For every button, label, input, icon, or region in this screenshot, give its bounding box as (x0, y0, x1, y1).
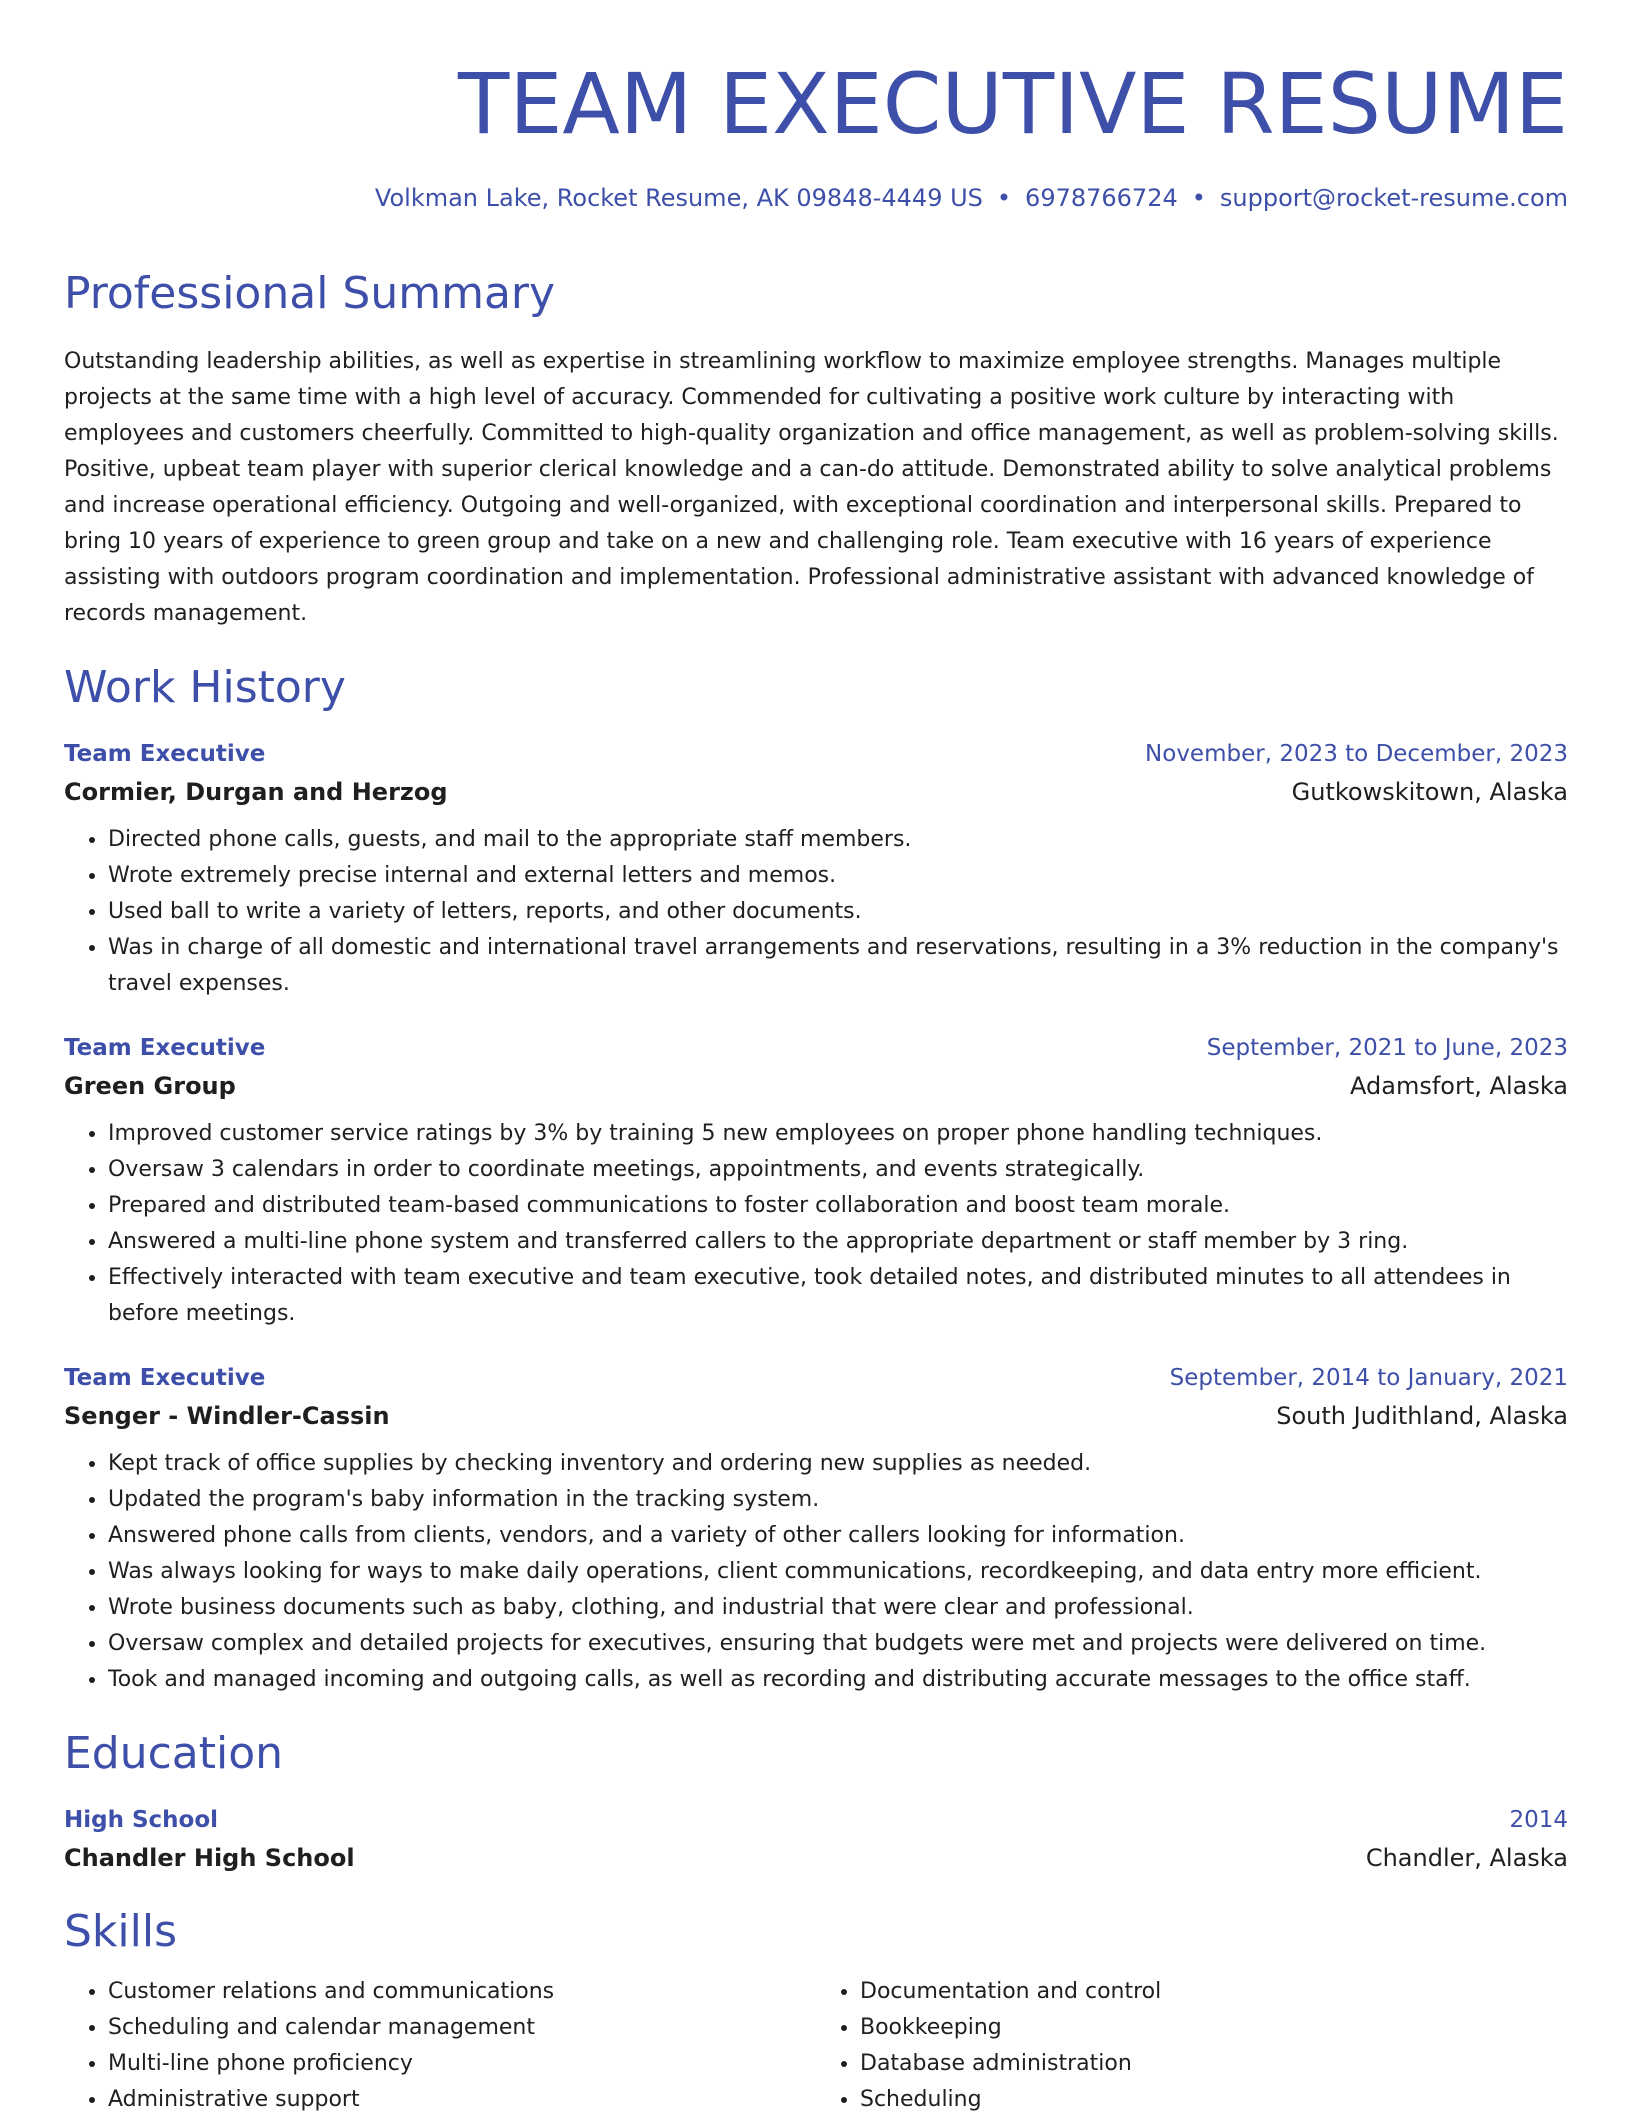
job-bullet: • Was always looking for ways to make daily operations, client communications, recordkeeping, and data entry more efficient. (108, 1554, 1568, 1590)
contact-line (64, 182, 1568, 214)
job-company: Senger - Windler-Cassin (64, 1402, 390, 1430)
education-year: 2014 (1509, 1807, 1568, 1833)
job-bullet: • Answered phone calls from clients, vendors, and a variety of other callers looking for information. (108, 1518, 1568, 1554)
contact-address: Volkman Lake, Rocket Resume, AK 09848-4449 US (374, 184, 983, 212)
summary-text: Outstanding leadership abilities, as well as expertise in streamlining workflow to maximize employee strengths. Manages multiple projects at the same time with a high level of accuracy. Commended for cultivating a positive work culture by interacting with employees and customers cheerfully. Committed to high-quality organization and office management, as well as problem-solving skills. Positive, upbeat team player with superior clerical knowledge and a can-do attitude. Demonstrated ability to solve analytical problems and increase operational efficiency. Outgoing and well-organized, with exceptional coordination and interpersonal skills. Prepared to bring 10 years of experience to green group and take on a new and challenging role. Team executive with 16 years of experience assisting with outdoors program coordination and implementation. Professional administrative assistant with advanced knowledge of records management. (64, 349, 1559, 626)
job-title: Team Executive (64, 1365, 266, 1391)
section-title-education: Education (64, 1728, 284, 1779)
skill-item: • Scheduling and calendar management (108, 2010, 816, 2046)
job-bullet: • Directed phone calls, guests, and mail to the appropriate staff members. (108, 822, 1568, 858)
education-location: Chandler, Alaska (1365, 1844, 1568, 1872)
job-bullets (64, 1116, 1568, 1332)
job-title: Team Executive (64, 741, 266, 767)
job-bullet: • Answered a multi-line phone system and transferred callers to the appropriate department or staff member by 3 ring. (108, 1224, 1568, 1260)
skill-item: • Documentation and control (860, 1974, 1568, 2010)
job-bullet: • Used ball to write a variety of letters, reports, and other documents. (108, 894, 1568, 930)
job-bullet: • Oversaw 3 calendars in order to coordinate meetings, appointments, and events strategically. (108, 1152, 1568, 1188)
contact-email: support@rocket-resume.com (1219, 184, 1568, 212)
job-dates: September, 2021 to June, 2023 (1206, 1035, 1568, 1061)
job-bullets (64, 1446, 1568, 1698)
skill-item: • Administrative support (108, 2082, 816, 2118)
job-bullet: • Took and managed incoming and outgoing calls, as well as recording and distributing accurate messages to the office staff. (108, 1662, 1568, 1698)
job-dates: September, 2014 to January, 2021 (1169, 1365, 1568, 1391)
resume-name: TEAM EXECUTIVE RESUME (458, 55, 1568, 153)
job-bullet: • Was in charge of all domestic and international travel arrangements and reservations, resulting in a 3% reduction in the company's travel expenses. (108, 930, 1568, 1002)
education-degree: High School (64, 1807, 219, 1833)
job-bullet: • Improved customer service ratings by 3% by training 5 new employees on proper phone handling techniques. (108, 1116, 1568, 1152)
job-company: Green Group (64, 1072, 236, 1100)
resume-header (64, 56, 1568, 214)
job-dates: November, 2023 to December, 2023 (1145, 741, 1568, 767)
skill-item: • Customer relations and communications (108, 1974, 816, 2010)
job-entry (64, 1360, 1568, 1698)
job-bullet: • Updated the program's baby information in the tracking system. (108, 1482, 1568, 1518)
job-bullet: • Prepared and distributed team-based communications to foster collaboration and boost team morale. (108, 1188, 1568, 1224)
skills-column-right (816, 1974, 1568, 2118)
skill-item: • Bookkeeping (860, 2010, 1568, 2046)
education-school: Chandler High School (64, 1844, 355, 1872)
contact-separator: • (1191, 184, 1206, 212)
job-title: Team Executive (64, 1035, 266, 1061)
job-bullet: • Kept track of office supplies by checking inventory and ordering new supplies as needed. (108, 1446, 1568, 1482)
job-entry (64, 1030, 1568, 1332)
skill-item: • Scheduling (860, 2082, 1568, 2118)
job-bullet: • Oversaw complex and detailed projects for executives, ensuring that budgets were met and projects were delivered on time. (108, 1626, 1568, 1662)
skill-item: • Multi-line phone proficiency (108, 2046, 816, 2082)
job-bullets (64, 822, 1568, 1002)
contact-phone: 6978766724 (1025, 184, 1178, 212)
job-location: Adamsfort, Alaska (1350, 1072, 1568, 1100)
education-entry (64, 1802, 1568, 1878)
job-bullet: • Effectively interacted with team executive and team executive, took detailed notes, and distributed minutes to all attendees in before meetings. (108, 1260, 1568, 1332)
section-title-skills: Skills (64, 1906, 178, 1957)
job-location: South Judithland, Alaska (1276, 1402, 1568, 1430)
section-title-summary: Professional Summary (64, 268, 556, 319)
contact-separator: • (996, 184, 1012, 212)
job-company: Cormier, Durgan and Herzog (64, 778, 448, 806)
job-entry (64, 736, 1568, 1002)
job-location: Gutkowskitown, Alaska (1291, 778, 1568, 806)
skill-item: • Database administration (860, 2046, 1568, 2082)
section-title-work-history: Work History (64, 662, 346, 713)
skills-column-left (64, 1974, 816, 2118)
job-bullet: • Wrote extremely precise internal and external letters and memos. (108, 858, 1568, 894)
job-bullet: • Wrote business documents such as baby, clothing, and industrial that were clear and professional. (108, 1590, 1568, 1626)
skills-list (64, 1974, 1568, 2118)
